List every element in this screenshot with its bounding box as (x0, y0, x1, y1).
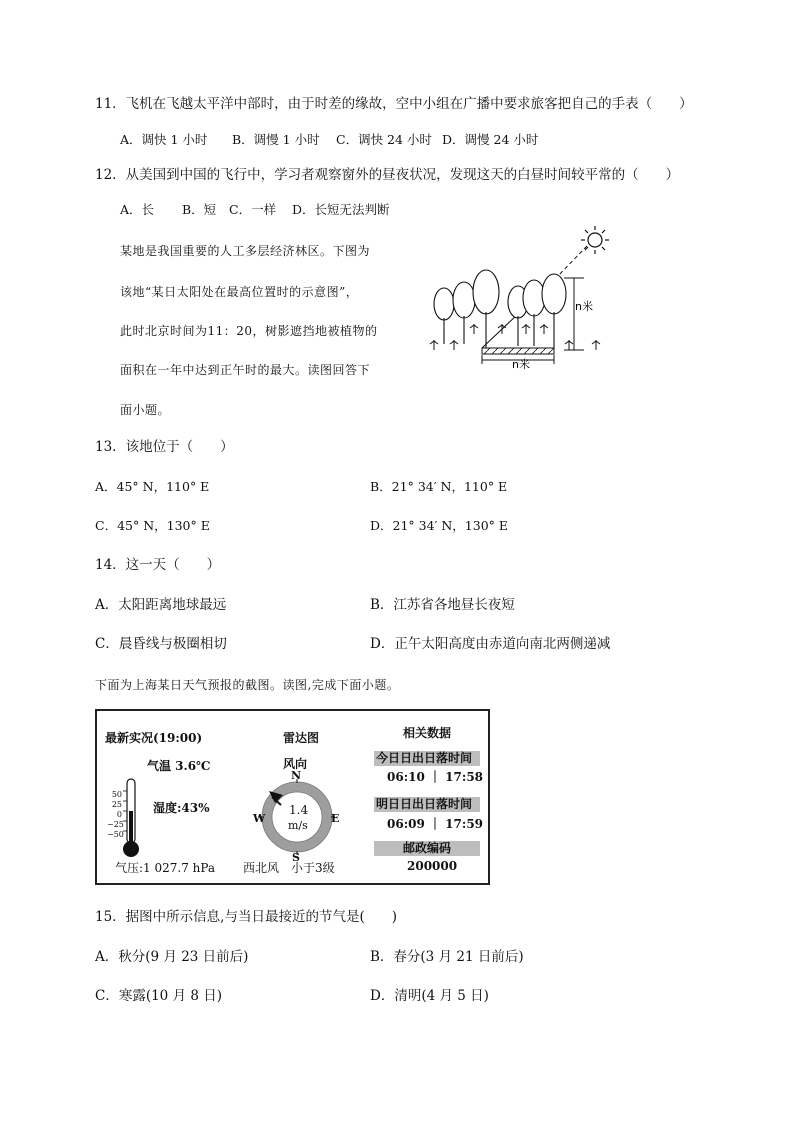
compass-n: N (291, 769, 302, 782)
option-a: A．调快 1 小时 (120, 132, 208, 147)
today-sun-value: 06:10 ｜ 17:58 (387, 770, 484, 784)
height-label: n米 (575, 300, 593, 313)
temperature: 气温 3.6℃ (147, 759, 211, 773)
passage-line: 面小题。 (120, 403, 171, 417)
option-a: A．45° N，110° E (95, 479, 210, 494)
option-a: A．秋分(9 月 23 日前后) (95, 949, 249, 965)
question-14-stem: 14．这一天（ ） (95, 557, 221, 573)
weather-forecast-panel (95, 709, 490, 885)
sun-icon (581, 226, 609, 254)
passage-line: 此时北京时间为11：20，树影遮挡地被植物的 (120, 324, 378, 338)
option-c: C．一样 (229, 202, 277, 217)
compass-w: W (253, 812, 266, 825)
option-a: A．长 (120, 202, 155, 217)
scale-label: 0 (116, 810, 122, 819)
question-11-options (120, 131, 538, 149)
option-c: C．调快 24 小时 (336, 132, 432, 147)
tomorrow-sun-value: 06:09 ｜ 17:59 (387, 817, 484, 831)
today-sun-label: 今日日出日落时间 (374, 751, 480, 766)
question-12-options (120, 201, 390, 219)
postal-code-value: 200000 (407, 859, 458, 873)
scale-label: −50 (107, 830, 124, 839)
latest-obs-title: 最新实况(19:00) (105, 731, 203, 745)
question-15-stem: 15．据图中所示信息,与当日最接近的节气是( ) (95, 909, 398, 925)
question-11-stem: 11．飞机在飞越太平洋中部时，由于时差的缘故，空中小组在广播中要求旅客把自己的手表（ ） (95, 96, 693, 112)
question-12-stem: 12．从美国到中国的飞行中，学习者观察窗外的昼夜状况，发现这天的白昼时间较平常的（ ） (95, 167, 680, 183)
pressure: 气压:1 027.7 hPa (115, 861, 216, 875)
wind-summary: 西北风 小于3级 (243, 861, 335, 875)
option-d: D．长短无法判断 (292, 202, 390, 217)
height-marker (564, 278, 584, 350)
option-b: B．短 (182, 202, 217, 217)
passage-2: 下面为上海某日天气预报的截图。读图,完成下面小题。 (95, 678, 400, 692)
wind-direction-label: 风向 (283, 757, 308, 771)
postal-code-label: 邮政编码 (374, 841, 480, 856)
wind-unit: m/s (288, 819, 308, 832)
scale-label: 50 (111, 790, 122, 799)
option-b: B．江苏省各地昼长夜短 (370, 597, 515, 613)
tomorrow-sun-label: 明日日出日落时间 (374, 797, 480, 812)
option-d: D．调慢 24 小时 (442, 132, 539, 147)
option-b: B．调慢 1 小时 (232, 132, 320, 147)
thermo-scale (107, 790, 122, 840)
passage-line: 该地“某日太阳处在最高位置时的示意图”， (120, 285, 359, 299)
forest-sun-diagram (424, 222, 614, 372)
passage-line: 某地是我国重要的人工多层经济林区。下图为 (120, 244, 371, 258)
wind-speed: 1.4 (289, 803, 309, 817)
option-d: D．清明(4 月 5 日) (370, 988, 489, 1004)
question-13-stem: 13．该地位于（ ） (95, 439, 234, 455)
humidity: 湿度:43% (153, 801, 210, 815)
option-b: B．春分(3 月 21 日前后) (370, 949, 524, 965)
scale-label: 25 (111, 800, 122, 809)
compass-s: S (292, 851, 300, 864)
sun-ray (554, 246, 587, 280)
option-a: A．太阳距离地球最远 (95, 597, 227, 613)
tree-group (434, 270, 566, 348)
related-data-title: 相关数据 (403, 726, 452, 740)
radar-title: 雷达图 (283, 731, 320, 745)
compass-e: E (331, 812, 340, 825)
scale-label: −25 (107, 820, 124, 829)
option-b: B．21° 34′ N，110° E (370, 479, 508, 494)
passage-line: 面积在一年中达到正午时的最大。读图回答下 (120, 363, 371, 377)
width-label: n米 (512, 358, 530, 371)
option-d: D．正午太阳高度由赤道向南北两侧递减 (370, 636, 611, 652)
option-c: C．45° N，130° E (95, 518, 210, 533)
option-c: C．晨昏线与极圈相切 (95, 636, 227, 652)
option-c: C．寒露(10 月 8 日) (95, 988, 223, 1004)
option-d: D．21° 34′ N，130° E (370, 518, 509, 533)
